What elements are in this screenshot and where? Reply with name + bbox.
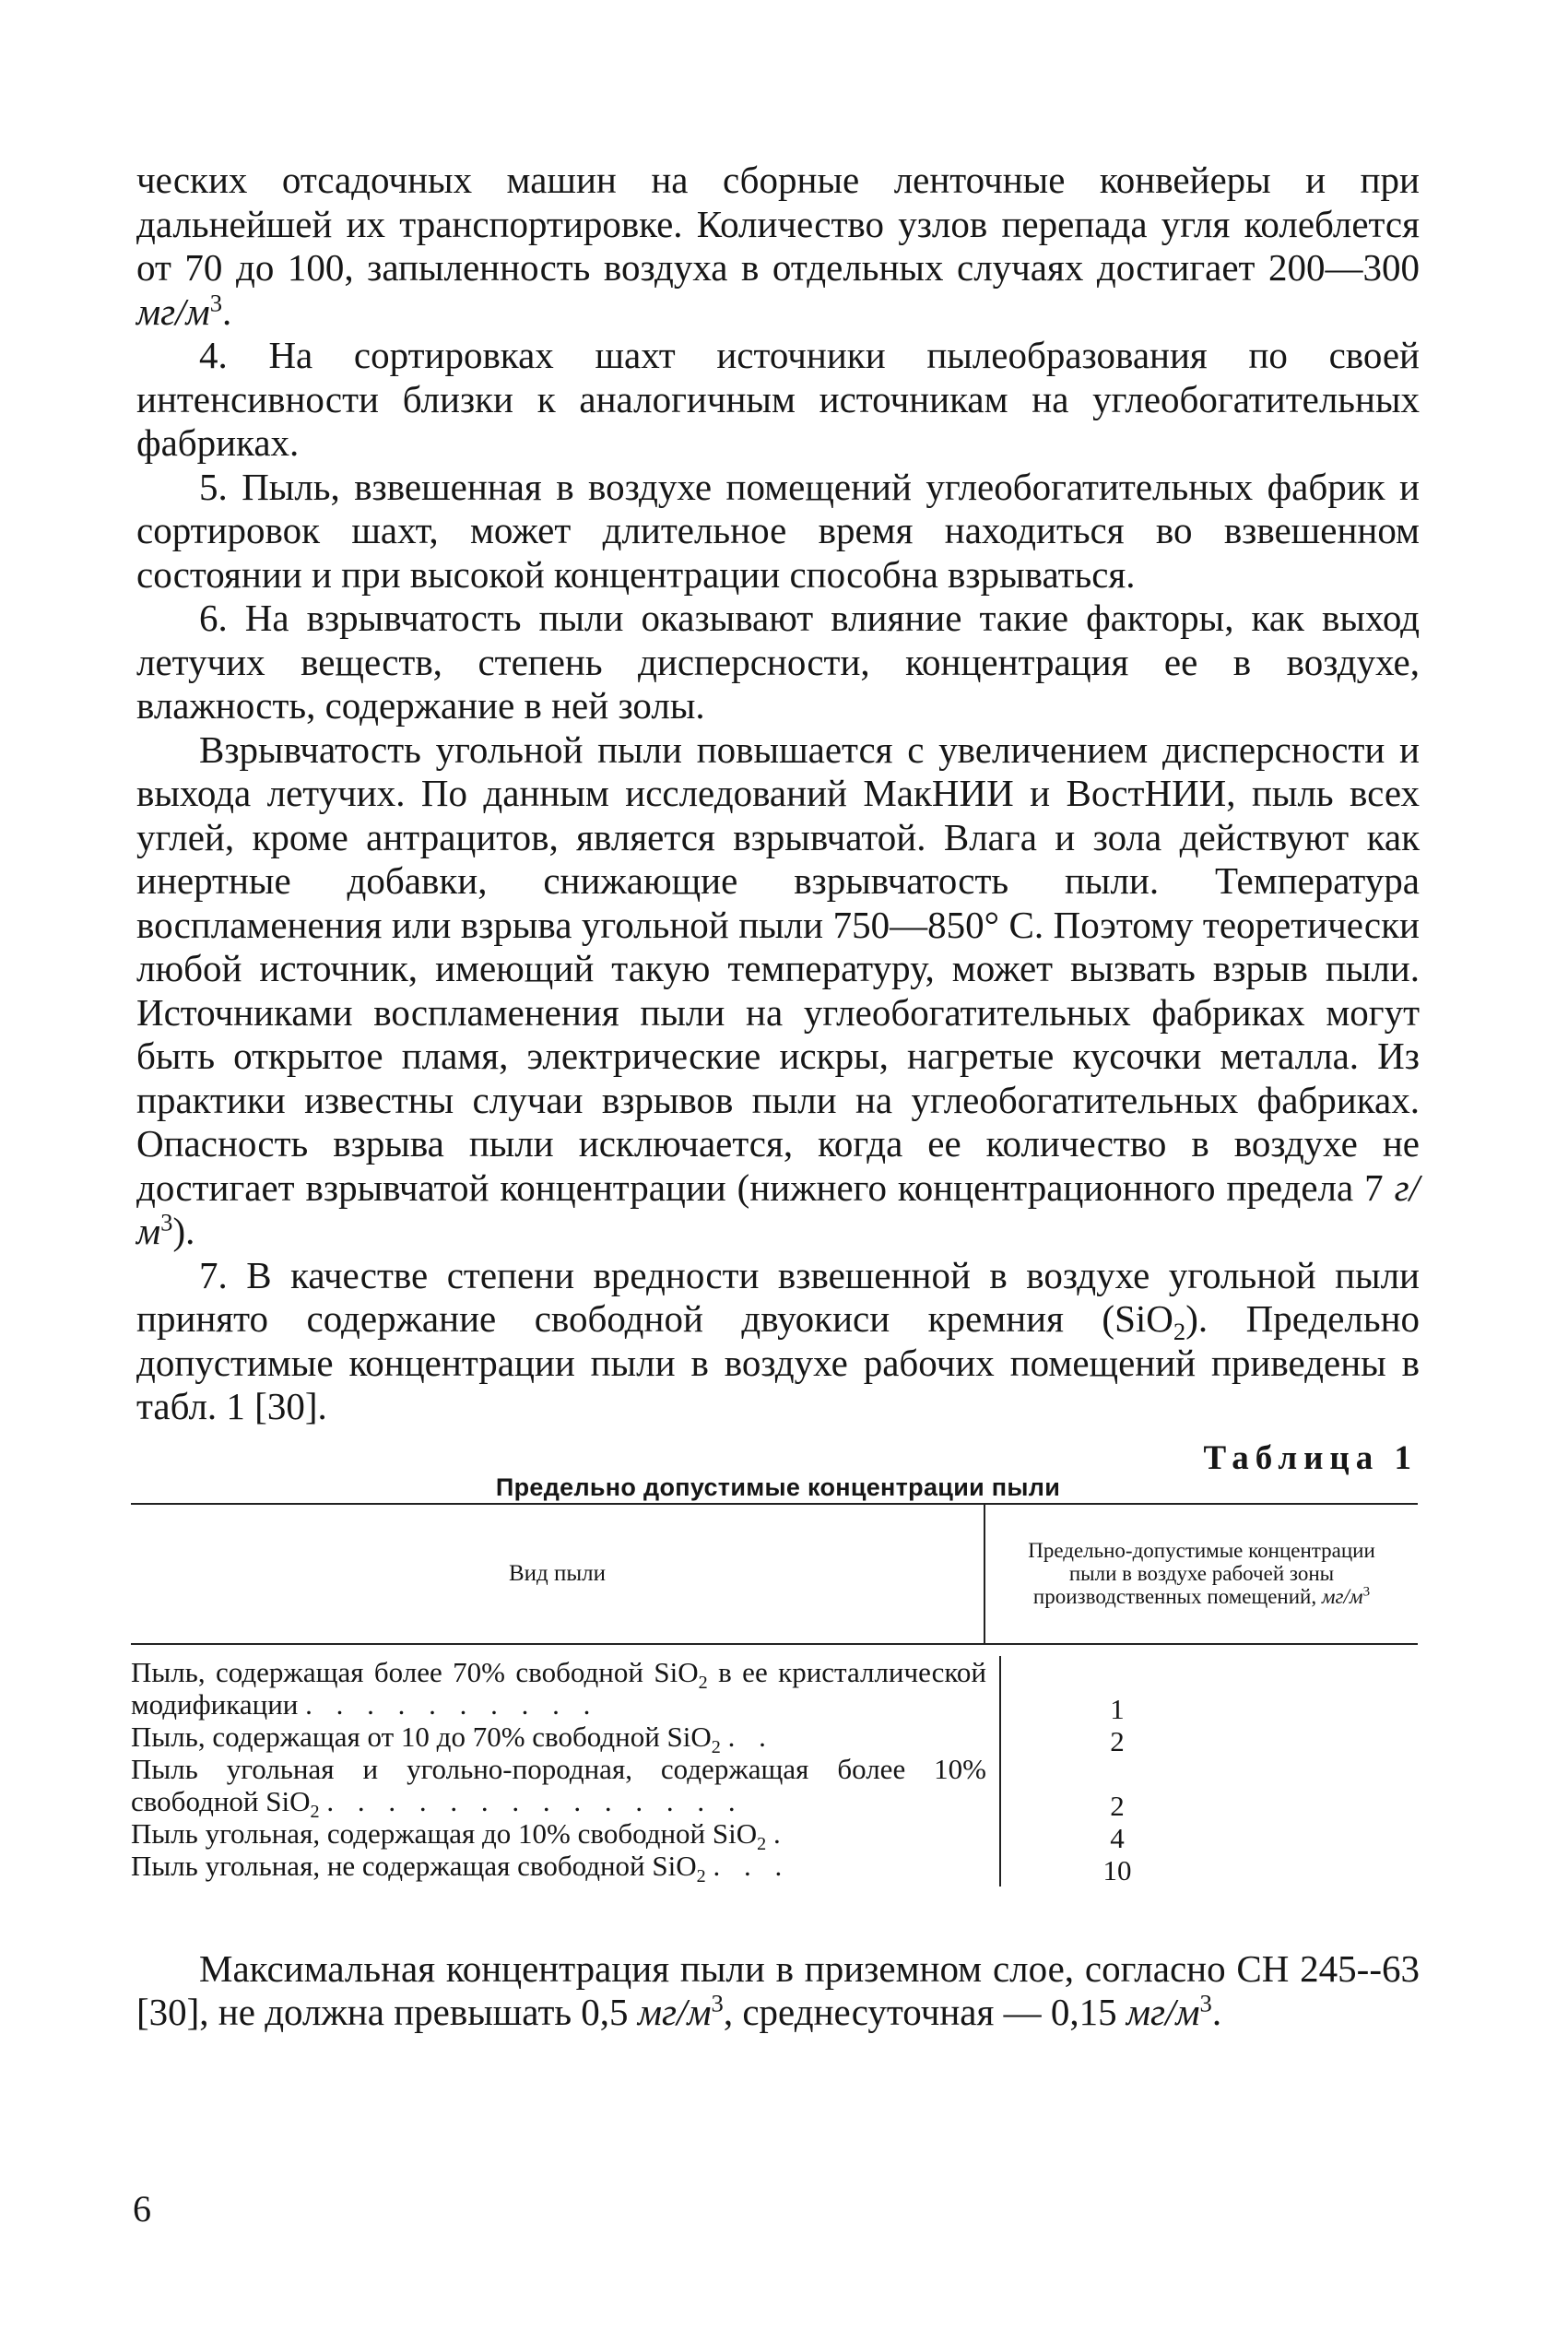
- paragraph-1: ческих отсадочных машин на сборные ленточные конвейеры и при дальнейшей их транспортировке. Количество узлов перепада угля колеблется от 70 до 100, запыленность воздуха в отдельных случаях достигает 200—300 $мг/м^3$.: [136, 159, 1420, 333]
- table-title: Предельно допустимые концентрации пыли: [495, 1473, 1061, 1501]
- table-value: 4: [1110, 1821, 1125, 1854]
- table-header: [131, 1505, 1418, 1643]
- table-row: Пыль угольная и угольно-породная, содержащая более 10% свободной SiO$_2$ . . . . . . . . . . . . . .: [131, 1752, 986, 1822]
- table-row: Пыль, содержащая от 10 до 70% свободной SiO$_2$ . .: [131, 1720, 774, 1757]
- page-number: 6: [133, 2188, 151, 2229]
- paragraph-6: 7. В качестве степени вредности взвешенной в воздухе угольной пыли принято содержание свободной двуокиси кремния (SiO$_2$). Предельно допустимые концентрации пыли в воздухе рабочих помещений приведены в табл. 1 [30].: [136, 1253, 1421, 1427]
- table-value: 2: [1110, 1724, 1125, 1757]
- paragraph-3: 5. Пыль, взвешенная в воздухе помещений углеобогатительных фабрик и сортировок шахт, может длительное время находиться во взвешенном состоянии и при высокой концентрации способна взрываться.: [136, 465, 1420, 596]
- col-limit-header: Предельно-допустимые концентрации пыли в воздухе рабочей зоны производственных помещений, $мг/м^3$: [984, 1505, 1418, 1643]
- dust-limits-table: [131, 1503, 1418, 1886]
- table-row: Пыль угольная, содержащая до 10% свободной SiO$_2$ .: [131, 1816, 789, 1854]
- paragraph-5: Взрывчатость угольной пыли повышается с увеличением дисперсности и выхода летучих. По данным исследований МакНИИ и ВостНИИ, пыль всех углей, кроме антрацитов, является взрывчатой. Влага и зола действуют как инертные добавки, снижающие взрывчатость пыли. Температура воспламенения или взрыва угольной пыли 750—850° С. Поэтому теоретически любой источник, имеющий такую температуру, может вызвать взрыв пыли. Источниками воспламенения пыли на углеобогатительных фабриках могут быть открытое пламя, электрические искры, нагретые кусочки металла. Из практики известны случаи взрывов пыли на углеобогатительных фабриках. Опасность взрыва пыли исключается, когда ее количество в воздухе не достигает взрывчатой концентрации (нижнего концентрационного предела 7 $г/м^3$).: [136, 727, 1420, 1252]
- table-caption: [136, 1438, 1420, 1503]
- table-label: Таблица 1: [1203, 1438, 1418, 1477]
- table-value: 10: [1102, 1853, 1132, 1886]
- paragraph-2: 4. На сортировках шахт источники пылеобразования по своей интенсивности близки к аналогичным источникам на углеобогатительных фабриках.: [136, 334, 1420, 464]
- page-body: [131, 159, 1421, 2035]
- table-row: Пыль угольная, не содержащая свободной SiO$_2$ . . .: [131, 1849, 791, 1886]
- table-value: 1: [1110, 1692, 1125, 1725]
- table-body: [131, 1656, 1418, 1886]
- table-value: 2: [1110, 1789, 1125, 1822]
- paragraph-7: Максимальная концентрация пыли в приземном слое, согласно СН 245--63 [30], не должна превышать 0,5 $мг/м^3$, среднесуточная — 0,15 $мг/м^3$.: [136, 1946, 1420, 2033]
- paragraph-4: 6. На взрывчатость пыли оказывают влияние такие факторы, как выход летучих веществ, степень дисперсности, концентрация ее в воздухе, влажность, содержание в ней золы.: [136, 597, 1420, 727]
- col-dust-type-header: Вид пыли: [508, 1560, 607, 1586]
- table-row: Пыль, содержащая более 70% свободной SiO$_2$ в ее кристаллической модификации . . . . . . . . . .: [131, 1655, 986, 1721]
